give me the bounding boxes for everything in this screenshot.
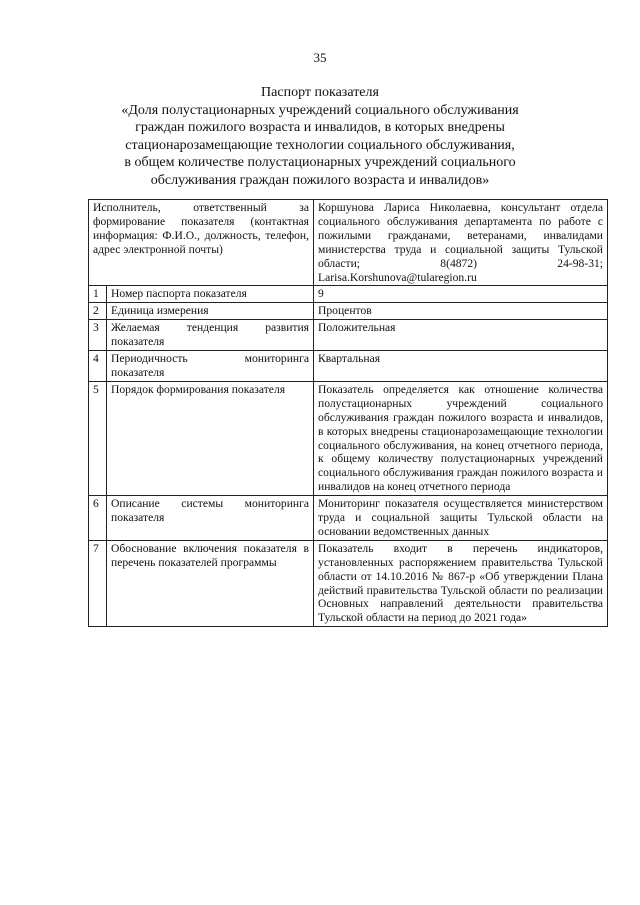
table-row bbox=[89, 351, 608, 382]
row-value: Мониторинг показателя осуществляется министерством труда и социальной защиты Тульской области на основании ведомственных данных bbox=[314, 496, 608, 541]
title-line: «Доля полустационарных учреждений социального обслуживания bbox=[121, 102, 519, 118]
row-value: Положительная bbox=[314, 320, 608, 351]
row-value: Показатель входит в перечень индикаторов, установленных распоряжением правительства Тульской области от 14.10.2016 № 867-р «Об утверждении Плана действий правительства Тульской области по реализации Основных направлений деятельности правительства Тульской области на период до 2021 года» bbox=[314, 540, 608, 626]
title-line: стационарозамещающие технологии социального обслуживания, bbox=[125, 137, 515, 153]
row-label: Периодичность мониторинга показателя bbox=[107, 351, 314, 382]
table-row bbox=[89, 303, 608, 320]
row-value: Квартальная bbox=[314, 351, 608, 382]
row-value: Процентов bbox=[314, 303, 608, 320]
title-heading: Паспорт показателя bbox=[261, 85, 379, 100]
title-line: граждан пожилого возраста и инвалидов, в которых внедрены bbox=[135, 120, 505, 135]
row-number: 4 bbox=[89, 351, 107, 382]
page-number: 35 bbox=[313, 50, 327, 65]
row-label: Порядок формирования показателя bbox=[107, 381, 314, 495]
row-number: 7 bbox=[89, 540, 107, 626]
row-number: 2 bbox=[89, 303, 107, 320]
row-number: 5 bbox=[89, 381, 107, 495]
table-row bbox=[89, 496, 608, 541]
row-label: Номер паспорта показателя bbox=[107, 286, 314, 303]
title-line: в общем количестве полустационарных учреждений социального bbox=[124, 155, 516, 170]
row-number: 1 bbox=[89, 286, 107, 303]
document-title bbox=[90, 84, 550, 189]
table-row bbox=[89, 286, 608, 303]
row-label: Желаемая тенденция развития показателя bbox=[107, 320, 314, 351]
table-row bbox=[89, 540, 608, 626]
executor-value: Коршунова Лариса Николаевна, консультант отдела социального обслуживания департамента по работе с пожилыми гражданами, ветеранами, инвалидами министерства труда и социальной защиты Тульской области; 8(4872) 24-98-31; Larisa.Korshunova@tularegion.ru bbox=[314, 200, 608, 286]
executor-label: Исполнитель, ответственный за формирование показателя (контактная информация: Ф.И.О., должность, телефон, адрес электронной почты) bbox=[89, 200, 314, 286]
table-row bbox=[89, 381, 608, 495]
row-label: Обоснование включения показателя в перечень показателей программы bbox=[107, 540, 314, 626]
row-value: Показатель определяется как отношение количества полустационарных учреждений социального обслуживания граждан пожилого возраста и инвалидов, в которых внедрены стационарозамещающие технологии социального обслуживания, на конец отчетного периода, к общему количеству полустационарных учреждений социального обслуживания граждан пожилого возраста и инвалидов на конец отчетного периода bbox=[314, 381, 608, 495]
table-row-executor bbox=[89, 200, 608, 286]
row-number: 6 bbox=[89, 496, 107, 541]
row-label: Единица измерения bbox=[107, 303, 314, 320]
row-label: Описание системы мониторинга показателя bbox=[107, 496, 314, 541]
indicator-passport-table bbox=[88, 199, 608, 627]
row-number: 3 bbox=[89, 320, 107, 351]
row-value: 9 bbox=[314, 286, 608, 303]
title-line: обслуживания граждан пожилого возраста и инвалидов» bbox=[150, 172, 490, 188]
table-row bbox=[89, 320, 608, 351]
